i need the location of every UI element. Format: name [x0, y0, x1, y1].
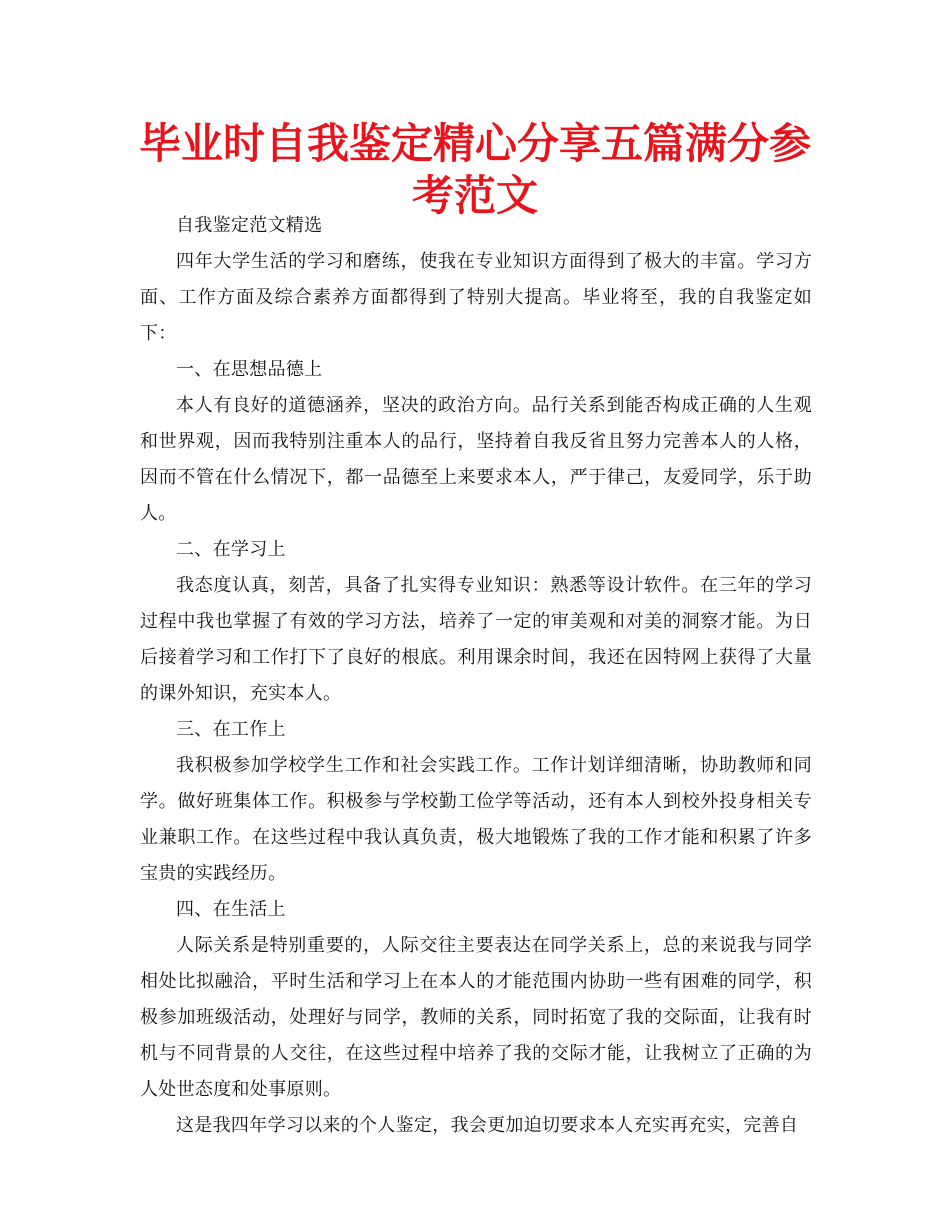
- paragraph: 人际关系是特别重要的，人际交往主要表达在同学关系上，总的来说我与同学相处比拟融洽，平时生活和学习上在本人的才能范围内协助一些有困难的同学，积极参加班级活动，处理好与同学，教师的关系，同时拓宽了我的交际面，让我有时机与不同背景的人交往，在这些过程中培养了我的交际才能，让我树立了正确的为人处世态度和处事原则。: [140, 935, 812, 1100]
- document-title: 毕业时自我鉴定精心分享五篇满分参考范文: [138, 119, 811, 220]
- paragraph: 这是我四年学习以来的个人鉴定，我会更加迫切要求本人充实再充实，完善自: [176, 1115, 799, 1136]
- section-heading: 四、在生活上: [176, 899, 286, 920]
- section-heading: 三、在工作上: [176, 719, 286, 740]
- paragraph-heading-intro: 自我鉴定范文精选: [176, 215, 323, 236]
- document-body: [140, 208, 812, 1144]
- paragraph: 本人有良好的道德涵养，坚决的政治方向。品行关系到能否构成正确的人生观和世界观，因而我特别注重本人的品行，坚持着自我反省且努力完善本人的人格，因而不管在什么情况下，都一品德至上来要求本人，严于律己，友爱同学，乐于助人。: [140, 395, 812, 524]
- section-heading: 一、在思想品德上: [176, 359, 323, 380]
- paragraph: 四年大学生活的学习和磨练，使我在专业知识方面得到了极大的丰富。学习方面、工作方面及综合素养方面都得到了特别大提高。毕业将至，我的自我鉴定如下：: [140, 251, 812, 344]
- paragraph: 我积极参加学校学生工作和社会实践工作。工作计划详细清晰，协助教师和同学。做好班集体工作。积极参与学校勤工俭学等活动，还有本人到校外投身相关专业兼职工作。在这些过程中我认真负责，极大地锻炼了我的工作才能和积累了许多宝贵的实践经历。: [140, 755, 812, 884]
- section-heading: 二、在学习上: [176, 539, 286, 560]
- paragraph: 我态度认真，刻苦，具备了扎实得专业知识：熟悉等设计软件。在三年的学习过程中我也掌握了有效的学习方法，培养了一定的审美观和对美的洞察才能。为日后接着学习和工作打下了良好的根底。利用课余时间，我还在因特网上获得了大量的课外知识，充实本人。: [140, 575, 812, 704]
